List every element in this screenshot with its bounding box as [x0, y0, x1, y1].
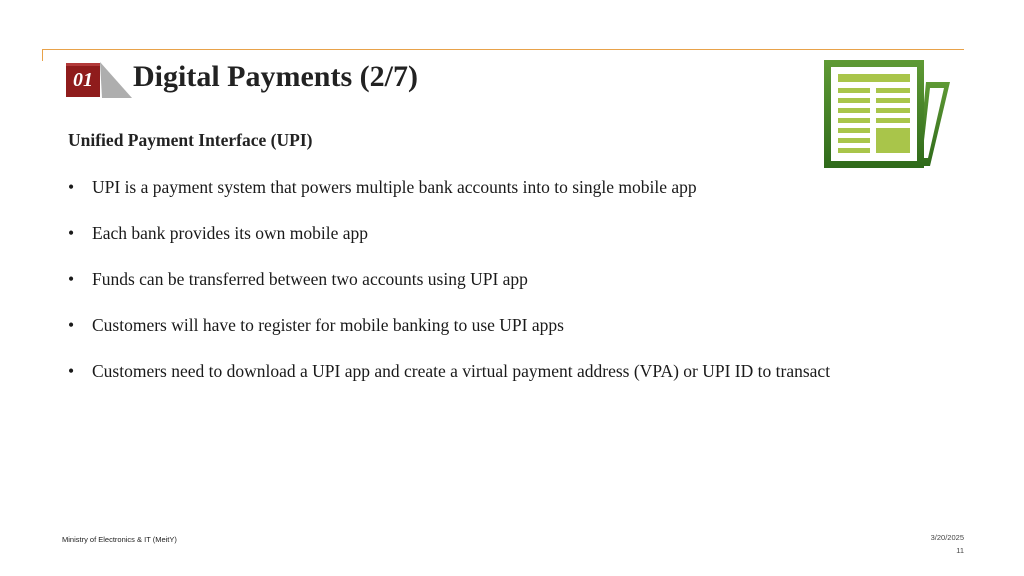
list-item-text: UPI is a payment system that powers multiple bank accounts into to single mobile app: [92, 177, 697, 197]
section-subtitle: Unified Payment Interface (UPI): [68, 130, 313, 150]
list-item: [68, 222, 956, 245]
list-item: [68, 314, 956, 337]
bullet-marker: •: [68, 177, 75, 197]
page-number: 11: [956, 546, 964, 555]
bullet-marker: •: [68, 223, 75, 243]
bullet-list: [68, 176, 956, 406]
section-number: 01: [73, 69, 93, 91]
footer-organization: Ministry of Electronics & IT (MeitY): [62, 535, 177, 544]
list-item: [68, 360, 956, 383]
header-rule-tick: [42, 49, 43, 61]
footer-date: 3/20/2025: [930, 533, 964, 542]
newspaper-icon: [822, 58, 954, 170]
page-title: Digital Payments (2/7): [133, 60, 418, 93]
list-item: [68, 176, 956, 199]
list-item-text: Customers will have to register for mobile banking to use UPI apps: [92, 315, 564, 335]
list-item: [68, 268, 956, 291]
list-item-text: Each bank provides its own mobile app: [92, 223, 369, 243]
list-item-text: Customers need to download a UPI app and create a virtual payment address (VPA) or UPI ID to transact: [92, 361, 831, 381]
bullet-marker: •: [68, 361, 75, 381]
header-rule: [42, 49, 964, 50]
bullet-marker: •: [68, 269, 75, 289]
list-item-text: Funds can be transferred between two accounts using UPI app: [92, 269, 528, 289]
bullet-marker: •: [68, 315, 75, 335]
